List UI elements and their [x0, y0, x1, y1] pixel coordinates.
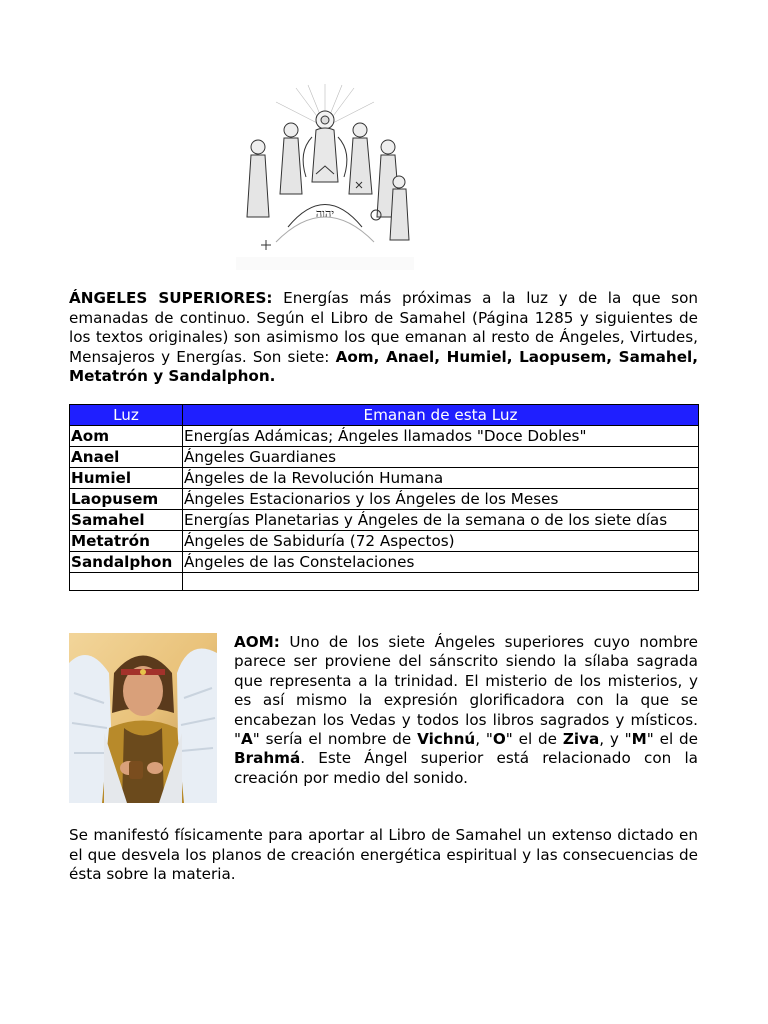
angel-emanations: Ángeles Estacionarios y los Ángeles de los Meses	[183, 489, 699, 510]
table-row	[70, 489, 699, 510]
empty-cell	[183, 573, 699, 591]
aom-letter-o: O	[492, 730, 506, 749]
closing-paragraph: Se manifestó físicamente para aportar al Libro de Samahel un extenso dictado en el que desvela los planos de creación energética espiritual y las consecuencias de ésta sobre la materia.	[69, 826, 698, 884]
table-row	[70, 447, 699, 468]
aom-letter-m: M	[631, 730, 647, 749]
table-row	[70, 552, 699, 573]
table-row-empty	[70, 573, 699, 591]
aom-text-part: . Este Ángel superior está relacionado con la creación por medio del sonido.	[234, 749, 698, 787]
tetragrammaton-inscription: יהוה	[315, 207, 335, 220]
angel-name: Laopusem	[70, 489, 183, 510]
aom-ziva: Ziva	[562, 730, 600, 749]
table-row	[70, 531, 699, 552]
angel-emanations: Ángeles de la Revolución Humana	[183, 468, 699, 489]
aom-text-part: " el de	[505, 730, 563, 749]
intro-heading: ÁNGELES SUPERIORES:	[69, 289, 273, 307]
angel-emanations: Ángeles de las Constelaciones	[183, 552, 699, 573]
intro-angel-names: Aom, Anael, Humiel, Laopusem, Samahel, Metatrón y Sandalphon.	[69, 347, 698, 386]
aom-text-part: , y "	[599, 730, 632, 749]
aom-text-part: , "	[475, 730, 493, 749]
intro-paragraph	[69, 289, 698, 387]
angel-name: Sandalphon	[70, 552, 183, 573]
aom-paragraph	[234, 633, 698, 788]
aom-letter-a: A	[241, 730, 253, 749]
aom-vichnu: Vichnú	[417, 730, 476, 749]
table-row	[70, 468, 699, 489]
header-luz: Luz	[70, 405, 183, 426]
luz-table	[69, 404, 699, 591]
table-row	[70, 510, 699, 531]
angel-emanations: Ángeles de Sabiduría (72 Aspectos)	[183, 531, 699, 552]
angel-name: Humiel	[70, 468, 183, 489]
aom-text-part: " el de	[646, 730, 698, 749]
aom-text-part: " sería el nombre de	[252, 730, 418, 749]
header-emanan: Emanan de esta Luz	[183, 405, 699, 426]
angel-emanations: Ángeles Guardianes	[183, 447, 699, 468]
aom-heading: AOM:	[234, 633, 280, 651]
angel-name: Metatrón	[70, 531, 183, 552]
angel-name: Aom	[70, 426, 183, 447]
table-header-row	[70, 405, 699, 426]
aom-brahma: Brahmá	[234, 749, 301, 768]
angel-name: Anael	[70, 447, 183, 468]
intro-text: Energías más próximas a la luz y de la que son emanadas de continuo. Según el Libro de Samahel (Página 1285 y siguientes de los textos originales) son asimismo los que emanan al resto de Ángeles, Virtudes, Mensajeros y Energías. Son siete:	[69, 289, 698, 366]
aom-angel-portrait	[69, 633, 217, 803]
angel-emanations: Energías Planetarias y Ángeles de la semana o de los siete días	[183, 510, 699, 531]
angel-name: Samahel	[70, 510, 183, 531]
table-row	[70, 426, 699, 447]
empty-cell	[70, 573, 183, 591]
aom-text-part: Uno de los siete Ángeles superiores cuyo nombre parece ser proviene del sánscrito siendo la sílaba sagrada que representa a la trinidad. El misterio de los misterios, y es así mismo la expresión glorificadora con la que se encabezan los Vedas y todos los libros sagrados y místicos. "	[234, 633, 698, 749]
angels-engraving-illustration	[236, 82, 414, 270]
angel-emanations: Energías Adámicas; Ángeles llamados "Doce Dobles"	[183, 426, 699, 447]
